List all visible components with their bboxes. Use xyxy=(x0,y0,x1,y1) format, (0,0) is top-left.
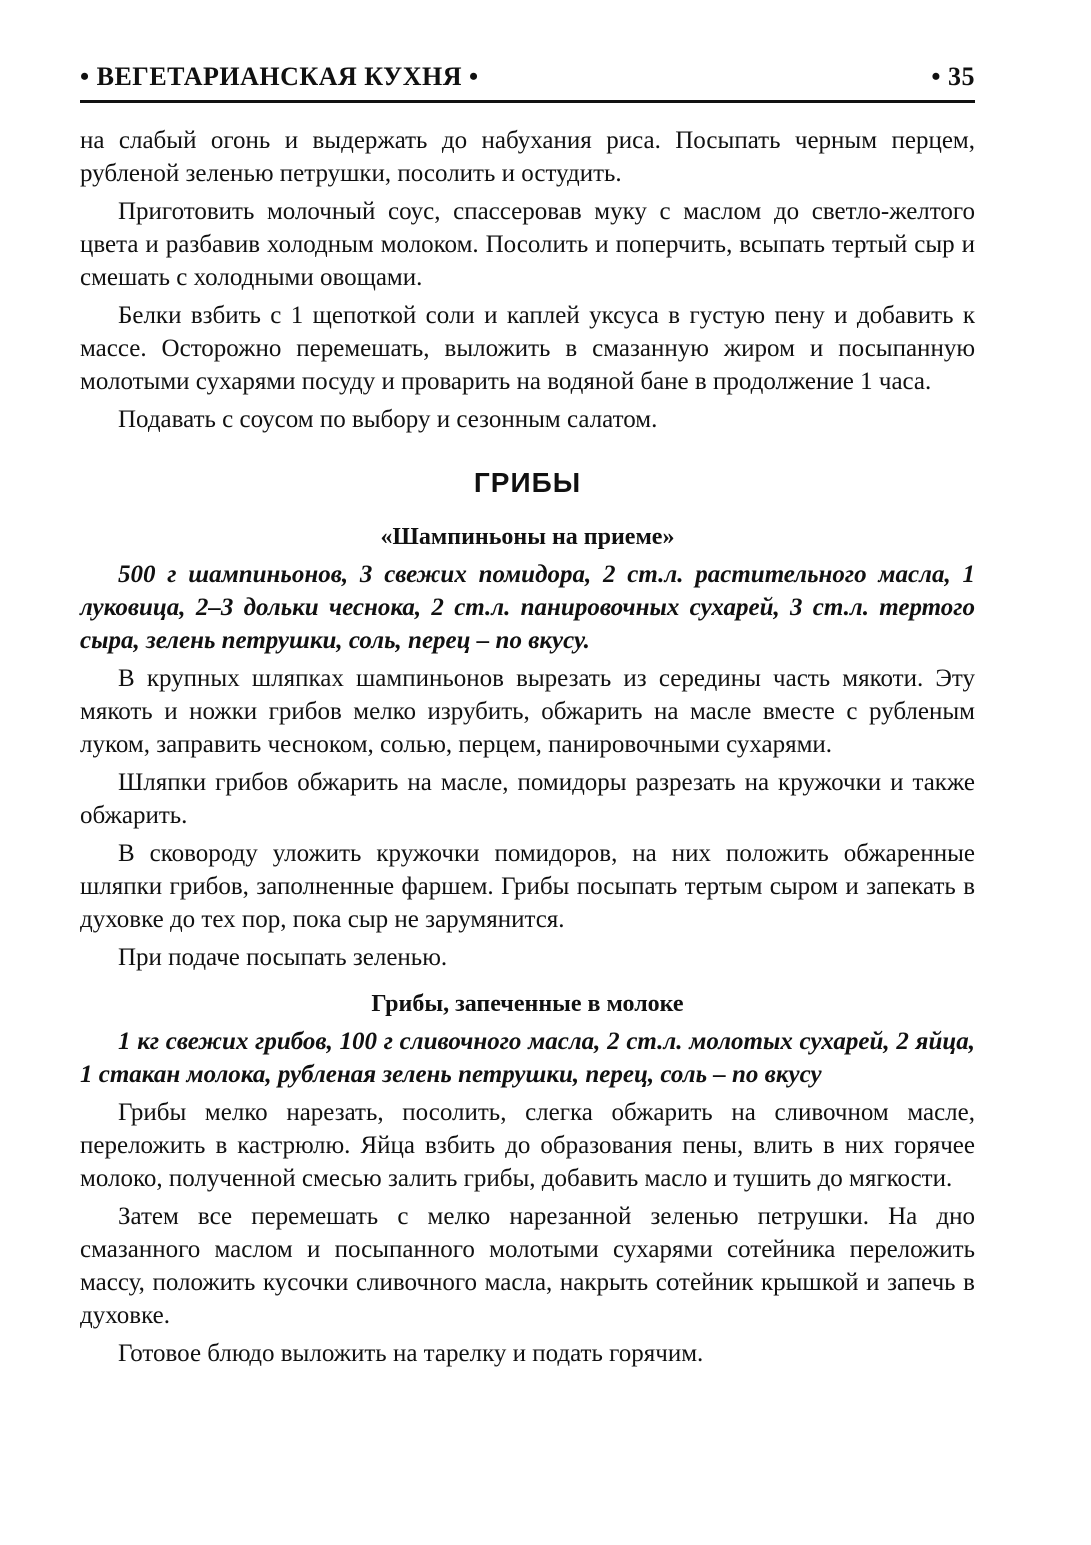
paragraph: В сковороду уложить кружочки помидоров, на них положить обжаренные шляпки грибов, заполненные фаршем. Грибы посыпать тертым сыром и запекать в духовке до тех пор, пока сыр не зарумянится. xyxy=(80,840,975,933)
page-body xyxy=(80,124,975,1370)
paragraph: Белки взбить с 1 щепоткой соли и каплей уксуса в густую пену и добавить к массе. Осторожно перемешать, выложить в смазанную жиром и посыпанную молотыми сухарями посуду и проварить на водяной бане в продолжение 1 часа. xyxy=(80,302,975,395)
paragraph: В крупных шляпках шампиньонов вырезать из середины часть мякоти. Эту мякоть и ножки грибов мелко изрубить, обжарить на масле вместе с рубленым луком, заправить чесноком, солью, перцем, панировочными сухарями. xyxy=(80,665,975,758)
paragraph: Подавать с соусом по выбору и сезонным салатом. xyxy=(118,406,658,433)
paragraph: Шляпки грибов обжарить на масле, помидоры разрезать на кружочки и также обжарить. xyxy=(80,769,975,829)
paragraph: Грибы мелко нарезать, посолить, слегка обжарить на сливочном масле, переложить в кастрюлю. Яйца взбить до образования пены, влить в них горячее молоко, полученной смесью залить грибы, добавить масло и тушить до мягкости. xyxy=(80,1099,975,1192)
ingredient-list: 500 г шампиньонов, 3 свежих помидора, 2 ст.л. растительного масла, 1 луковица, 2–3 дольки чеснока, 2 ст.л. панировочных сухарей, 3 ст.л. тертого сыра, зелень петрушки, соль, перец – по вкусу. xyxy=(80,561,975,654)
ingredient-list: 1 кг свежих грибов, 100 г сливочного масла, 2 ст.л. молотых сухарей, 2 яйца, 1 стакан молока, рубленая зелень петрушки, перец, соль – по вкусу xyxy=(80,1028,975,1088)
recipe-title: Грибы, запеченные в молоке xyxy=(371,991,684,1017)
paragraph: на слабый огонь и выдержать до набухания риса. Посыпать черным перцем, рубленой зеленью петрушки, посолить и остудить. xyxy=(80,127,975,187)
header-rule xyxy=(80,100,975,103)
recipe-title: «Шампиньоны на приеме» xyxy=(380,524,675,550)
running-header xyxy=(80,60,975,100)
paragraph: Затем все перемешать с мелко нарезанной зеленью петрушки. На дно смазанного маслом и посыпанного молотыми сухарями сотейника переложить массу, положить кусочки сливочного масла, накрыть сотейник крышкой и запечь в духовке. xyxy=(80,1203,975,1329)
section-title: ГРИБЫ xyxy=(473,467,582,498)
paragraph: Готовое блюдо выложить на тарелку и подать горячим. xyxy=(118,1340,704,1367)
running-title: • ВЕГЕТАРИАНСКАЯ КУХНЯ • xyxy=(80,62,479,91)
paragraph: При подаче посыпать зеленью. xyxy=(118,944,448,971)
paragraph: Приготовить молочный соус, спассеровав муку с маслом до светло-желтого цвета и разбавив холодным молоком. Посолить и поперчить, всыпать тертый сыр и смешать с холодными овощами. xyxy=(80,198,975,291)
page-number: • 35 xyxy=(931,62,975,91)
